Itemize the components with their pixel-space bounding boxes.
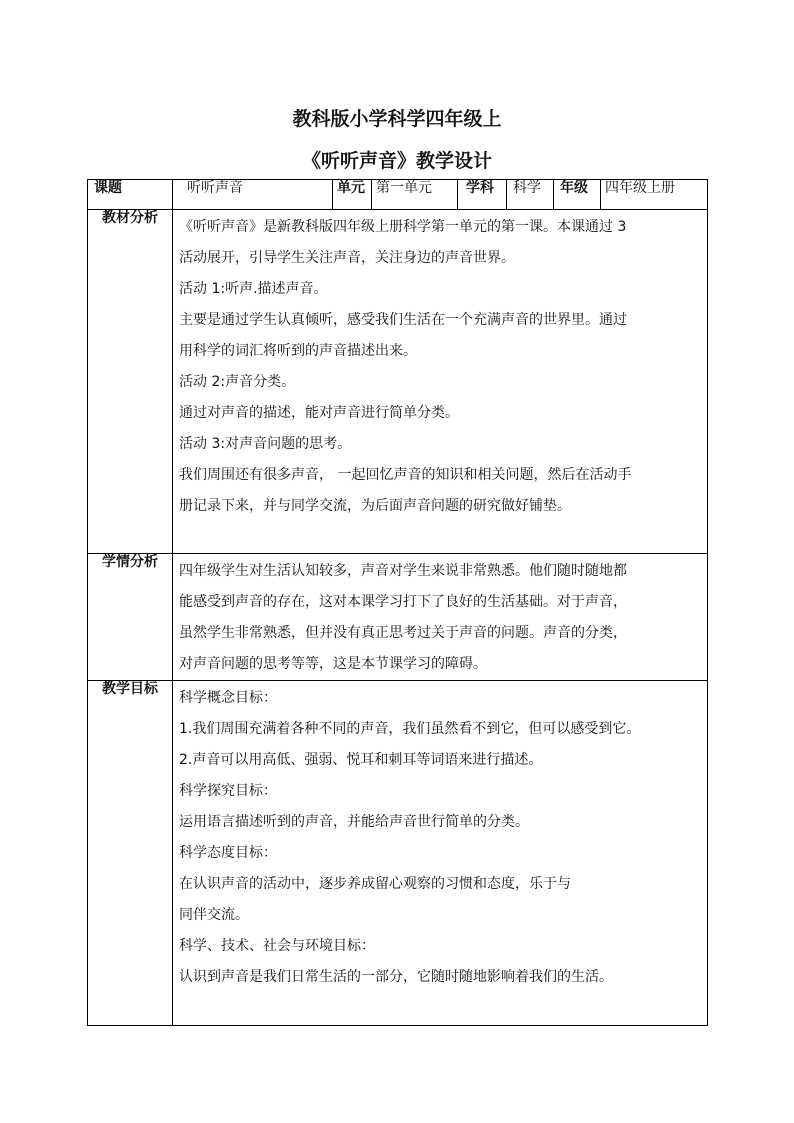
content-line: 册记录下来，并与同学交流，为后面声音问题的研究做好铺垫。: [179, 498, 571, 514]
section-row-material-analysis: [88, 210, 708, 554]
content-line: 我们周围还有很多声音， 一起回忆声音的知识和相关问题，然后在活动手: [179, 467, 632, 483]
unit-label: 单元: [333, 180, 372, 210]
content-line: 活动 2:声音分类。: [179, 374, 296, 390]
content-line: 科学、技术、社会与环境目标：: [179, 938, 375, 954]
content-line: 虽然学生非常熟悉，但并没有真正思考过关于声音的问题。声音的分类，: [179, 625, 627, 641]
content-line: 2.声音可以用高低、强弱、悦耳和刺耳等词语来进行描述。: [179, 752, 543, 768]
content-line: 科学态度目标：: [179, 845, 277, 861]
grade-value: 四年级上册: [601, 180, 708, 210]
content-line: 同伴交流。: [179, 907, 249, 923]
section-label: 教学目标: [88, 681, 173, 1026]
content-line: 科学概念目标：: [179, 690, 277, 706]
content-line: 用科学的词汇将听到的声音描述出来。: [179, 343, 417, 359]
subject-value: 科学: [507, 180, 554, 210]
topic-value: 听听声音: [173, 180, 333, 210]
section-label: 教材分析: [88, 210, 173, 554]
content-line: 活动展开，引导学生关注声音，关注身边的声音世界。: [179, 250, 515, 266]
section-content: [173, 210, 708, 554]
content-line: 在认识声音的活动中，逐步养成留心观察的习惯和态度，乐于与: [179, 876, 571, 892]
content-line: 认识到声音是我们日常生活的一部分，它随时随地影响着我们的生活。: [179, 969, 613, 985]
header-row: [88, 180, 708, 210]
section-row-student-analysis: [88, 554, 708, 681]
subject-label: 学科: [458, 180, 507, 210]
content-line: 四年级学生对生活认知较多，声音对学生来说非常熟悉。他们随时随地都: [179, 563, 627, 579]
content-line: 对声音问题的思考等等，这是本节课学习的障碍。: [179, 656, 487, 672]
content-line: 《听听声音》是新教科版四年级上册科学第一单元的第一课。本课通过 3: [179, 219, 627, 235]
content-line: 科学探究目标：: [179, 783, 277, 799]
content-line: 通过对声音的描述，能对声音进行简单分类。: [179, 405, 459, 421]
section-content: [173, 681, 708, 1026]
content-line: 活动 1:听声.描述声音。: [179, 281, 328, 297]
content-line: 活动 3:对声音问题的思考。: [179, 436, 352, 452]
unit-value: 第一单元: [372, 180, 458, 210]
lesson-plan-table: [87, 179, 708, 1026]
section-content: [173, 554, 708, 681]
content-line: 能感受到声音的存在，这对本课学习打下了良好的生活基础。对于声音，: [179, 594, 627, 610]
section-row-teaching-goals: [88, 681, 708, 1026]
section-label: 学情分析: [88, 554, 173, 681]
content-line: 运用语言描述听到的声音，并能给声音世行简单的分类。: [179, 814, 529, 830]
content-line: 主要是通过学生认真倾听，感受我们生活在一个充满声音的世界里。通过: [179, 312, 627, 328]
topic-label: 课题: [88, 180, 173, 210]
content-line: 1.我们周围充满着各种不同的声音，我们虽然看不到它，但可以感受到它。: [179, 721, 641, 737]
document-subtitle: 《听听声音》教学设计: [301, 150, 492, 172]
grade-label: 年级: [554, 180, 601, 210]
document-title: 教科版小学科学四年级上: [292, 108, 502, 130]
